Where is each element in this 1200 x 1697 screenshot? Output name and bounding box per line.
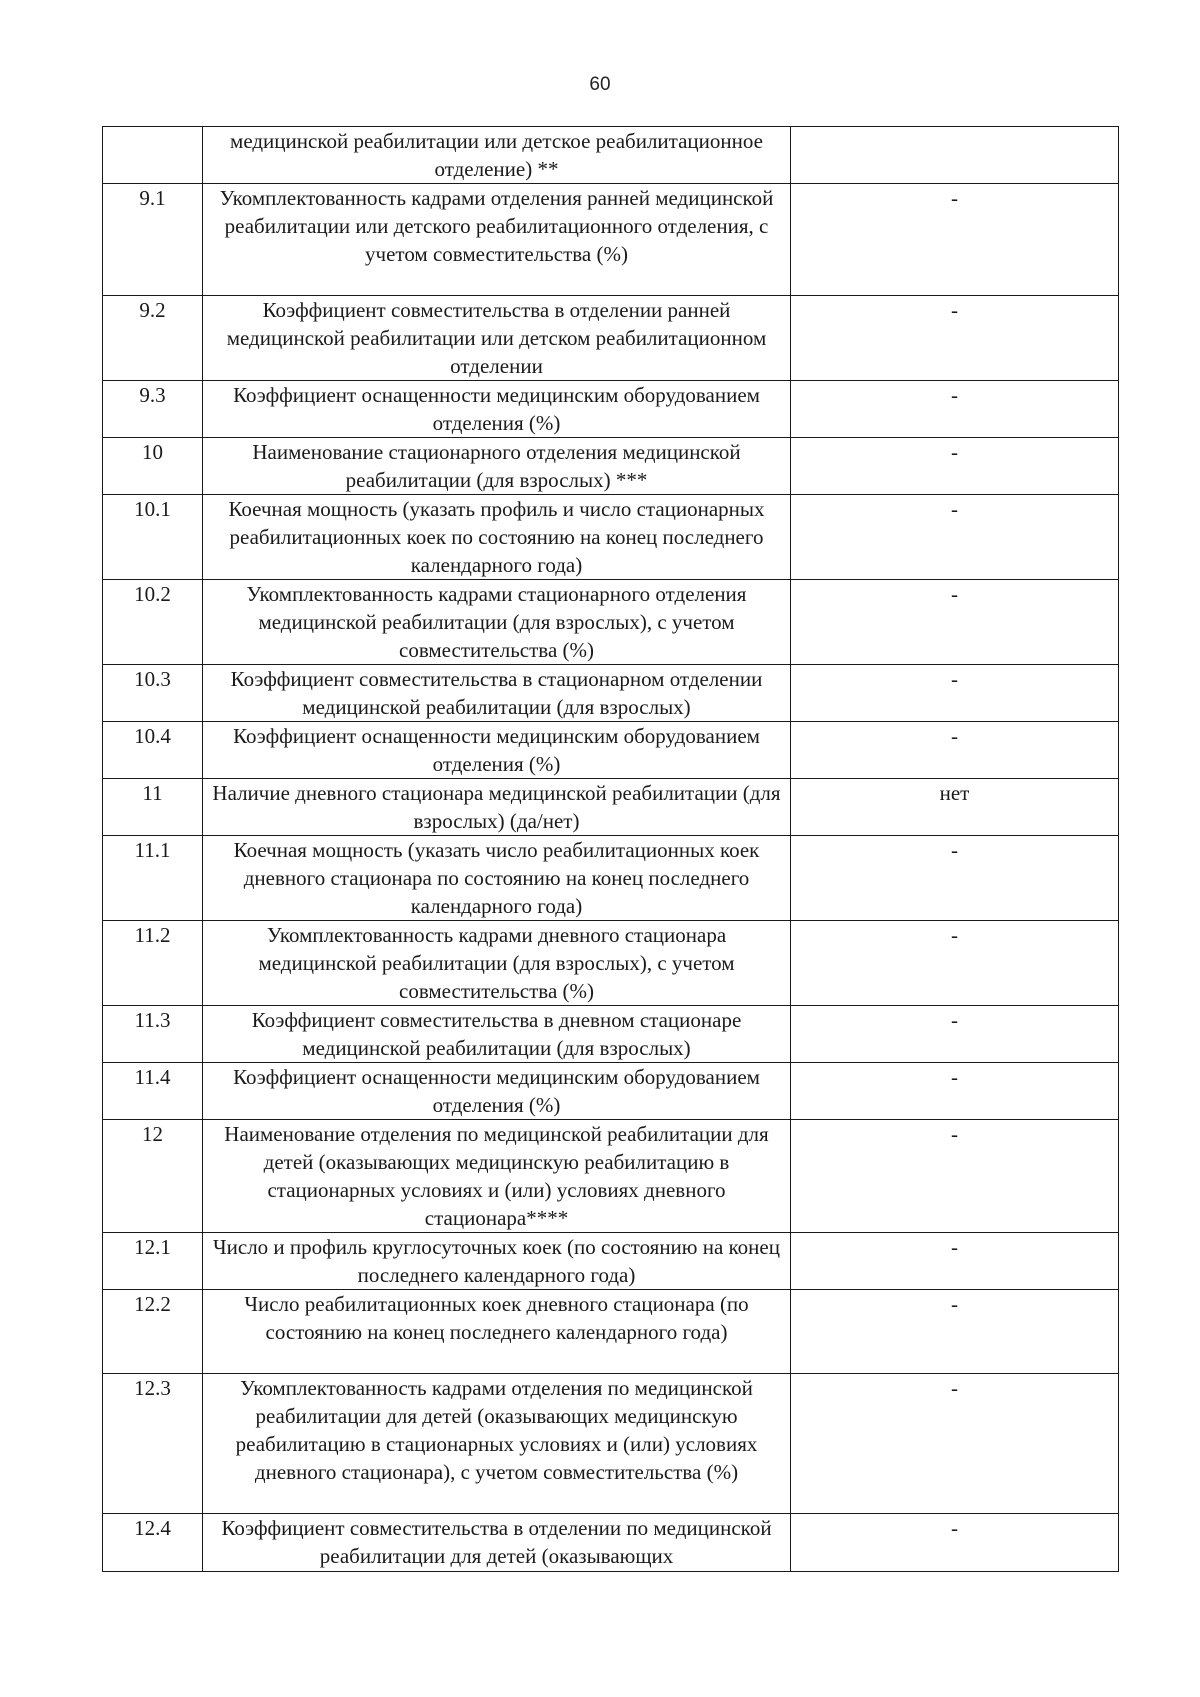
row-number-cell: 11.3 (103, 1006, 203, 1063)
row-number-cell: 12.3 (103, 1374, 203, 1514)
indicator-value-cell: - (791, 921, 1119, 1006)
table-row (103, 381, 1119, 438)
indicator-value-cell: - (791, 438, 1119, 495)
indicator-value-cell: - (791, 1120, 1119, 1233)
indicator-name-cell: Коэффициент совместительства в стационарном отделении медицинской реабилитации (для взрослых) (203, 665, 791, 722)
row-number-cell: 9.2 (103, 296, 203, 381)
indicator-name-cell: Укомплектованность кадрами отделения ранней медицинской реабилитации или детского реабилитационного отделения, с учетом совместительства (%) (203, 184, 791, 296)
indicator-name-cell: Коэффициент оснащенности медицинским оборудованием отделения (%) (203, 1063, 791, 1120)
table-row (103, 1120, 1119, 1233)
row-number-cell: 10.2 (103, 580, 203, 665)
table-row (103, 127, 1119, 184)
indicators-table-body (103, 127, 1119, 1572)
indicator-value-cell: - (791, 1063, 1119, 1120)
row-number-cell: 12 (103, 1120, 203, 1233)
row-number-cell: 11.1 (103, 836, 203, 921)
indicator-name-cell: медицинской реабилитации или детское реабилитационное отделение) ** (203, 127, 791, 184)
table-row (103, 580, 1119, 665)
table-row (103, 438, 1119, 495)
table-row (103, 779, 1119, 836)
row-number-cell: 11 (103, 779, 203, 836)
row-number-cell: 10 (103, 438, 203, 495)
table-row (103, 665, 1119, 722)
indicator-name-cell: Наличие дневного стационара медицинской реабилитации (для взрослых) (да/нет) (203, 779, 791, 836)
row-number-cell: 10.1 (103, 495, 203, 580)
indicator-value-cell: - (791, 296, 1119, 381)
indicator-value-cell: - (791, 1290, 1119, 1374)
indicator-value-cell: - (791, 1374, 1119, 1514)
row-number-cell: 12.2 (103, 1290, 203, 1374)
table-row (103, 1063, 1119, 1120)
indicator-name-cell: Коэффициент совместительства в отделении по медицинской реабилитации для детей (оказывающих (203, 1514, 791, 1572)
table-row (103, 921, 1119, 1006)
row-number-cell: 12.4 (103, 1514, 203, 1572)
table-row (103, 495, 1119, 580)
row-number-cell: 11.2 (103, 921, 203, 1006)
row-number-cell: 10.3 (103, 665, 203, 722)
table-row (103, 184, 1119, 296)
indicator-value-cell: - (791, 184, 1119, 296)
indicator-name-cell: Коечная мощность (указать число реабилитационных коек дневного стационара по состоянию на конец последнего календарного года) (203, 836, 791, 921)
indicator-value-cell: - (791, 495, 1119, 580)
indicator-value-cell: - (791, 1514, 1119, 1572)
indicator-value-cell: - (791, 665, 1119, 722)
table-row (103, 1233, 1119, 1290)
indicator-name-cell: Укомплектованность кадрами отделения по медицинской реабилитации для детей (оказывающих медицинскую реабилитацию в стационарных условиях и (или) условиях дневного стационара), с учетом совместительства (%) (203, 1374, 791, 1514)
table-row (103, 296, 1119, 381)
indicator-name-cell: Укомплектованность кадрами дневного стационара медицинской реабилитации (для взрослых), с учетом совместительства (%) (203, 921, 791, 1006)
indicator-name-cell: Коечная мощность (указать профиль и число стационарных реабилитационных коек по состоянию на конец последнего календарного года) (203, 495, 791, 580)
indicator-value-cell: - (791, 381, 1119, 438)
indicator-value-cell: - (791, 580, 1119, 665)
row-number-cell: 12.1 (103, 1233, 203, 1290)
indicator-name-cell: Коэффициент совместительства в отделении ранней медицинской реабилитации или детском реабилитационном отделении (203, 296, 791, 381)
row-number-cell: 11.4 (103, 1063, 203, 1120)
indicator-value-cell: нет (791, 779, 1119, 836)
indicator-value-cell (791, 127, 1119, 184)
table-row (103, 1374, 1119, 1514)
row-number-cell: 9.1 (103, 184, 203, 296)
indicator-name-cell: Наименование отделения по медицинской реабилитации для детей (оказывающих медицинскую реабилитацию в стационарных условиях и (или) условиях дневного стационара**** (203, 1120, 791, 1233)
page-number: 60 (589, 74, 611, 95)
table-row (103, 1514, 1119, 1572)
indicator-value-cell: - (791, 1006, 1119, 1063)
row-number-cell: 9.3 (103, 381, 203, 438)
indicators-table (102, 126, 1119, 1572)
indicator-name-cell: Наименование стационарного отделения медицинской реабилитации (для взрослых) *** (203, 438, 791, 495)
indicator-name-cell: Укомплектованность кадрами стационарного отделения медицинской реабилитации (для взрослых), с учетом совместительства (%) (203, 580, 791, 665)
table-row (103, 722, 1119, 779)
indicator-name-cell: Коэффициент оснащенности медицинским оборудованием отделения (%) (203, 381, 791, 438)
indicator-name-cell: Коэффициент совместительства в дневном стационаре медицинской реабилитации (для взрослых) (203, 1006, 791, 1063)
row-number-cell (103, 127, 203, 184)
indicator-value-cell: - (791, 1233, 1119, 1290)
indicator-value-cell: - (791, 836, 1119, 921)
indicator-value-cell: - (791, 722, 1119, 779)
table-row (103, 1290, 1119, 1374)
table-row (103, 1006, 1119, 1063)
indicator-name-cell: Число реабилитационных коек дневного стационара (по состоянию на конец последнего календарного года) (203, 1290, 791, 1374)
table-row (103, 836, 1119, 921)
indicator-name-cell: Число и профиль круглосуточных коек (по состоянию на конец последнего календарного года) (203, 1233, 791, 1290)
indicator-name-cell: Коэффициент оснащенности медицинским оборудованием отделения (%) (203, 722, 791, 779)
row-number-cell: 10.4 (103, 722, 203, 779)
